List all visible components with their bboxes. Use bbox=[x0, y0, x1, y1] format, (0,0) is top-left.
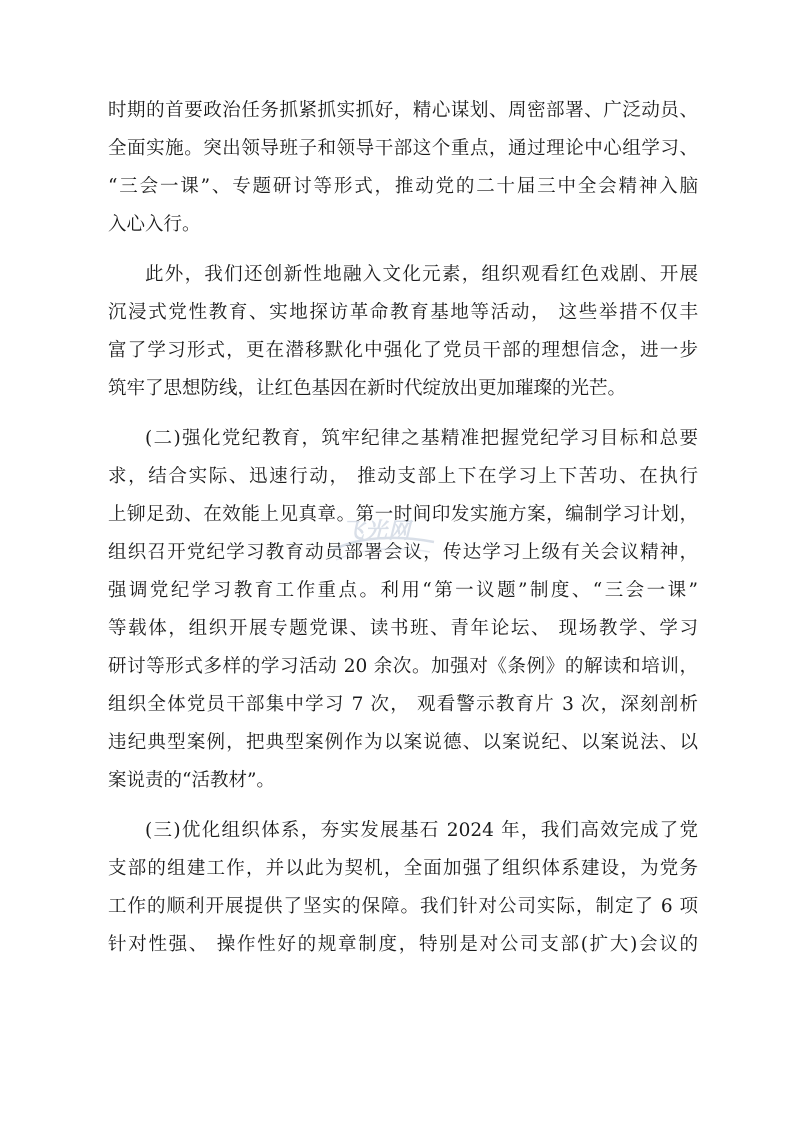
text-line: 组织全体党员干部集中学习 7 次， 观看警示教育片 3 次，深刻剖析 bbox=[108, 694, 698, 715]
text-line: 此外，我们还创新性地融入文化元素，组织观看红色戏剧、开展 bbox=[145, 264, 698, 285]
text-line: 沉浸式党性教育、实地探访革命教育基地等活动， 这些举措不仅丰 bbox=[108, 302, 698, 323]
text-line: 时期的首要政治任务抓紧抓实抓好，精心谋划、周密部署、广泛动员、 bbox=[108, 100, 698, 121]
text-line: 强调党纪学习教育工作重点。利用“第一议题”制度、“三会一课” bbox=[108, 580, 698, 601]
text-line: 富了学习形式，更在潜移默化中强化了党员干部的理想信念，进一步 bbox=[108, 340, 698, 361]
paragraph-1 bbox=[108, 92, 698, 244]
text-line: 针对性强、 操作性好的规章制度，特别是对公司支部(扩大)会议的 bbox=[108, 934, 698, 955]
watermark-text: 飞光网 bbox=[342, 519, 412, 544]
text-line: 违纪典型案例，把典型案例作为以案说德、以案说纪、以案说法、以 bbox=[108, 732, 698, 753]
paragraph-2 bbox=[108, 256, 698, 408]
text-line: 入心入行。 bbox=[108, 214, 201, 235]
text-line: 组织召开党纪学习教育动员部署会议，传达学习上级有关会议精神， bbox=[108, 542, 698, 563]
text-line: 筑牢了思想防线，让红色基因在新时代绽放出更加璀璨的光芒。 bbox=[108, 378, 627, 399]
text-line: 研讨等形式多样的学习活动 20 余次。加强对《条例》的解读和培训， bbox=[108, 656, 698, 677]
section-heading-line: (二)强化党纪教育，筑牢纪律之基精准把握党纪学习目标和总要 bbox=[145, 428, 698, 449]
text-line: 支部的组建工作，并以此为契机，全面加强了组织体系建设，为党务 bbox=[108, 858, 698, 879]
text-line: 求，结合实际、迅速行动， 推动支部上下在学习上下苦功、在执行 bbox=[108, 466, 698, 487]
text-line: 工作的顺利开展提供了坚实的保障。我们针对公司实际，制定了 6 项 bbox=[108, 896, 698, 917]
text-line: 等载体，组织开展专题党课、读书班、青年论坛、 现场教学、学习 bbox=[108, 618, 698, 639]
text-line: 案说责的“活教材”。 bbox=[108, 770, 275, 791]
text-line: 上铆足劲、在效能上见真章。第一时间印发实施方案，编制学习计划， bbox=[108, 504, 698, 525]
paragraph-3 bbox=[108, 420, 698, 800]
document-body bbox=[108, 92, 698, 964]
paragraph-4 bbox=[108, 812, 698, 964]
text-line: “三会一课”、专题研讨等形式，推动党的二十届三中全会精神入脑 bbox=[108, 176, 698, 197]
text-line: 全面实施。突出领导班子和领导干部这个重点，通过理论中心组学习、 bbox=[108, 138, 698, 159]
section-heading-line: (三)优化组织体系，夯实发展基石 2024 年，我们高效完成了党 bbox=[145, 820, 698, 841]
